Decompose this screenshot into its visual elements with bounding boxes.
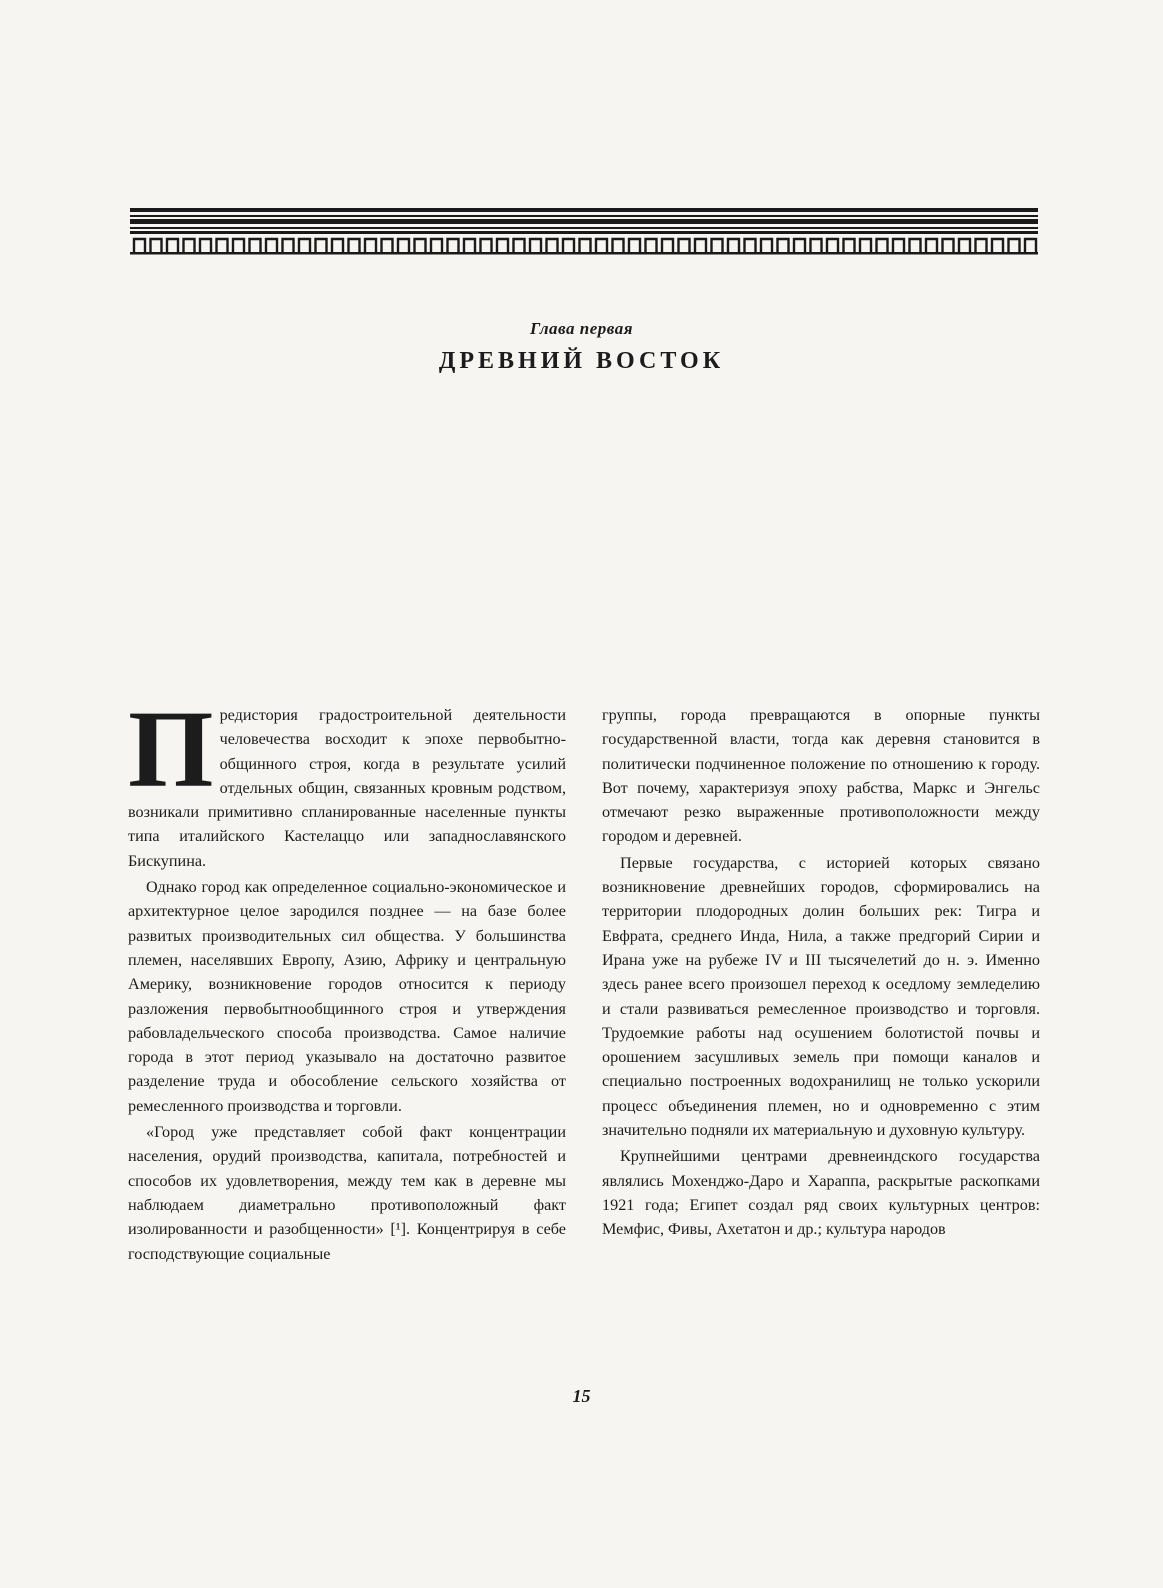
dentil-mark bbox=[316, 239, 327, 252]
dentil-mark bbox=[761, 239, 772, 252]
dentil-mark bbox=[992, 239, 1003, 252]
dentil-mark bbox=[217, 239, 228, 252]
dentil-mark bbox=[662, 239, 673, 252]
dentil-mark bbox=[184, 239, 195, 252]
dentil-mark bbox=[613, 239, 624, 252]
dentil-mark bbox=[910, 239, 921, 252]
dentil-mark bbox=[794, 239, 805, 252]
dentil-mark bbox=[200, 239, 211, 252]
dentil-mark bbox=[1009, 239, 1020, 252]
paragraph: группы, города превращаются в опорные пункты государственной власти, тогда как деревня становится в политически подчиненное положение по отношению к городу. Вот почему, характеризуя эпоху рабства, Маркс и Энгельс отмечают резко выраженные противоположности между городом и деревней. bbox=[602, 706, 1040, 846]
dentil-mark bbox=[596, 239, 607, 252]
dentil-mark bbox=[712, 239, 723, 252]
dentil-mark bbox=[629, 239, 640, 252]
dentil-mark bbox=[844, 239, 855, 252]
dentil-mark bbox=[893, 239, 904, 252]
dentil-mark bbox=[646, 239, 657, 252]
right-text-column bbox=[602, 703, 1040, 1244]
dentil-mark bbox=[448, 239, 459, 252]
left-text-column bbox=[128, 688, 566, 1268]
dentil-mark bbox=[398, 239, 409, 252]
dentil-mark bbox=[266, 239, 277, 252]
paragraph-text: редистория градостроительной деятельности человечества восходит к эпохе первобытно-общинного строя, когда в результате усилий отдельных общин, связанных кровным родством, возникали примитивно спланированные населенные пункты типа италийского Кастелаццо или западнославянского Бискупина. bbox=[128, 706, 566, 870]
paragraph: Первые государства, с историей которых связано возникновение древнейших городов, сформировались на территории плодородных долин больших рек: Тигра и Евфрата, среднего Инда, Нила, а также предгорий Сирии и Ирана уже на рубеже IV и III тысячелетий до н. э. Именно здесь ранее всего произошел переход к оседлому земледелию и стали развиваться ремесленное производство и торговля. Трудоемкие работы над осушением болотистой почвы и орошением засушливых земель при помощи каналов и специально построенных водохранилищ не только ускорили процесс объединения племен, но и одновременно с этим значительно подняли их материальную и духовную культуру. bbox=[602, 853, 1040, 1140]
dentil-mark bbox=[167, 239, 178, 252]
paragraph: Однако город как определенное социально-экономическое и архитектурное целое зародился позднее — на базе более развитых производительных сил общества. У большинства племен, населявших Европу, Азию, Африку и центральную Америку, возникновение городов относится к периоду разложения первобытнообщинного строя и утверждения рабовладельческого способа производства. Самое наличие города в этот период указывало на достаточно развитое разделение труда и обособление сельского хозяйства от ремесленного производства и торговли. bbox=[128, 878, 566, 1115]
dentil-mark bbox=[926, 239, 937, 252]
paragraph: Крупнейшими центрами древнеиндского государства являлись Мохенджо-Даро и Хараппа, раскрытые раскопками 1921 года; Египет создал ряд своих культурных центров: Мемфис, Фивы, Ахетатон и др.; культура народов bbox=[602, 1147, 1040, 1239]
dentil-mark bbox=[547, 239, 558, 252]
dentil-mark bbox=[943, 239, 954, 252]
dentil-mark bbox=[431, 239, 442, 252]
dentil-mark bbox=[382, 239, 393, 252]
dentil-mark bbox=[497, 239, 508, 252]
dentil-mark bbox=[827, 239, 838, 252]
dentil-mark bbox=[778, 239, 789, 252]
dentil-mark bbox=[151, 239, 162, 252]
dentil-mark bbox=[332, 239, 343, 252]
dentil-mark bbox=[679, 239, 690, 252]
dentil-mark bbox=[959, 239, 970, 252]
dentil-mark bbox=[514, 239, 525, 252]
chapter-label: Глава первая bbox=[529, 319, 634, 338]
dentil-mark bbox=[860, 239, 871, 252]
chapter-title: ДРЕВНИЙ ВОСТОК bbox=[438, 348, 725, 374]
dentil-mark bbox=[365, 239, 376, 252]
dentil-mark bbox=[877, 239, 888, 252]
dentil-mark bbox=[283, 239, 294, 252]
dentil-mark bbox=[811, 239, 822, 252]
drop-cap-letter: П bbox=[128, 688, 214, 810]
dentil-mark bbox=[349, 239, 360, 252]
dentil-mark bbox=[415, 239, 426, 252]
paragraph bbox=[128, 688, 566, 873]
dentil-mark bbox=[464, 239, 475, 252]
dentil-mark bbox=[299, 239, 310, 252]
dentil-mark bbox=[481, 239, 492, 252]
page-number: 15 bbox=[572, 1386, 591, 1406]
decorative-frieze-ornament bbox=[130, 208, 1038, 260]
dentil-mark bbox=[1025, 239, 1036, 252]
dentil-mark bbox=[728, 239, 739, 252]
dentil-mark bbox=[976, 239, 987, 252]
dentil-mark bbox=[563, 239, 574, 252]
dentil-mark bbox=[530, 239, 541, 252]
dentil-mark bbox=[233, 239, 244, 252]
dentil-mark bbox=[745, 239, 756, 252]
dentil-mark bbox=[695, 239, 706, 252]
dentil-mark bbox=[134, 239, 145, 252]
dentil-mark bbox=[250, 239, 261, 252]
paragraph: «Город уже представляет собой факт концентрации населения, орудий производства, капитала, потребностей и способов их удовлетворения, между тем как в деревне мы наблюдаем диаметрально противоположный факт изолированности и разобщенности» [¹]. Концентрируя в себе господствующие социальные bbox=[128, 1123, 566, 1263]
dentil-mark bbox=[580, 239, 591, 252]
